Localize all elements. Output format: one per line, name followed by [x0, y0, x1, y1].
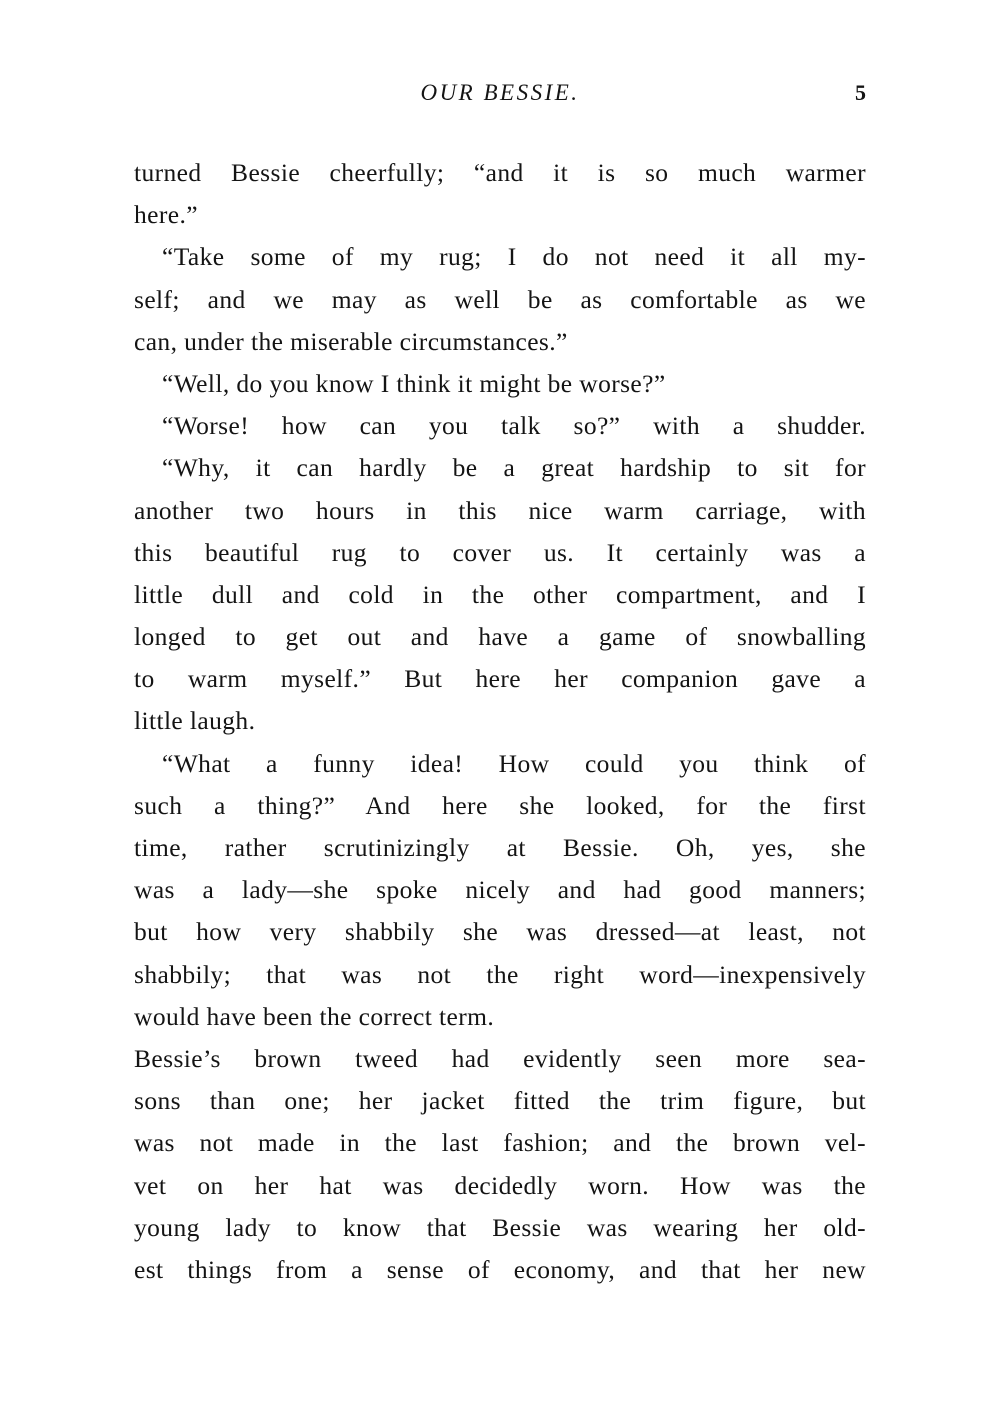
- text-line: another two hours in this nice warm carriage, with: [134, 495, 866, 525]
- text-line: was a lady—she spoke nicely and had good manners;: [134, 875, 866, 905]
- text-line: “Take some of my rug; I do not need it all my-: [162, 242, 866, 272]
- text-line: here.”: [134, 200, 198, 230]
- text-line: turned Bessie cheerfully; “and it is so much warmer: [134, 158, 866, 187]
- page-number: 5: [855, 80, 866, 105]
- text-line: this beautiful rug to cover us. It certainly was a: [134, 537, 866, 567]
- text-line: little laugh.: [134, 706, 256, 736]
- text-line: self; and we may as well be as comfortable as we: [134, 284, 866, 314]
- text-line: shabbily; that was not the right word—inexpensively: [134, 959, 866, 989]
- text-line: but how very shabbily she was dressed—at least, not: [134, 917, 866, 947]
- text-line: to warm myself.” But here her companion gave a: [134, 664, 866, 694]
- text-line: est things from a sense of economy, and that her new: [134, 1254, 866, 1284]
- text-line: “What a funny idea! How could you think of: [162, 748, 866, 778]
- body-text: [134, 152, 866, 1291]
- text-line: “Why, it can hardly be a great hardship to sit for: [162, 453, 866, 483]
- text-line: time, rather scrutinizingly at Bessie. Oh, yes, she: [134, 833, 866, 862]
- text-line: “Worse! how can you talk so?” with a shudder.: [162, 411, 866, 441]
- text-line: “Well, do you know I think it might be worse?”: [162, 368, 666, 398]
- running-title: OUR BESSIE.: [420, 80, 580, 105]
- page-header: [134, 80, 866, 114]
- text-line: Bessie’s brown tweed had evidently seen more sea-: [134, 1043, 866, 1073]
- text-line: was not made in the last fashion; and the brown vel-: [134, 1128, 866, 1158]
- text-line: little dull and cold in the other compartment, and I: [134, 579, 866, 609]
- text-line: longed to get out and have a game of snowballing: [134, 622, 866, 652]
- text-line: young lady to know that Bessie was wearing her old-: [134, 1212, 866, 1242]
- text-line: would have been the correct term.: [134, 1001, 495, 1031]
- text-line: such a thing?” And here she looked, for the first: [134, 790, 866, 820]
- text-line: sons than one; her jacket fitted the trim figure, but: [134, 1086, 866, 1116]
- text-line: can, under the miserable circumstances.”: [134, 326, 568, 356]
- text-line: vet on her hat was decidedly worn. How was the: [134, 1170, 866, 1200]
